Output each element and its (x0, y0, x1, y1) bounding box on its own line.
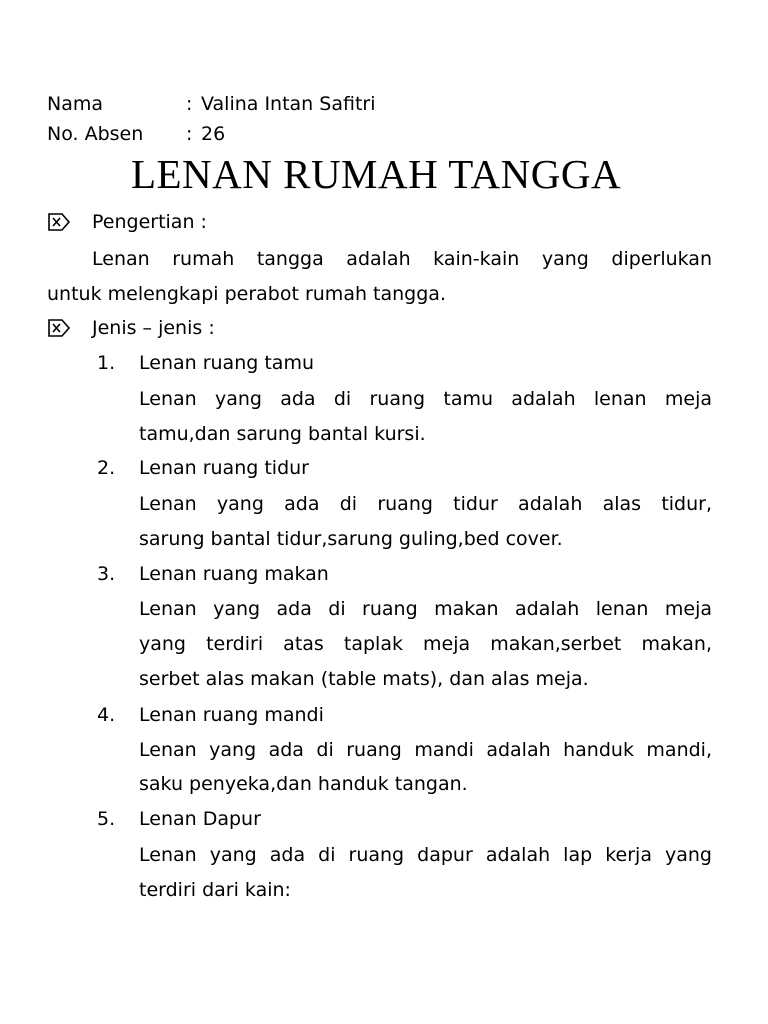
list-item-line: yang terdiri atas taplak meja makan,serbet makan, (139, 633, 712, 655)
absen-value: 26 (201, 123, 226, 145)
pengertian-line-2: untuk melengkapi perabot rumah tangga. (47, 283, 446, 305)
absen-label: No. Absen (47, 123, 144, 145)
list-item-number: 5. (97, 808, 116, 830)
list-item-line: Lenan yang ada di ruang mandi adalah handuk mandi, (139, 739, 712, 761)
pengertian-line-1: Lenan rumah tangga adalah kain-kain yang diperlukan (92, 248, 712, 270)
page-title: LENAN RUMAH TANGGA (130, 151, 622, 197)
x-box-arrow-icon (47, 211, 71, 233)
name-label: Nama (47, 93, 104, 115)
list-item-line: Lenan yang ada di ruang makan adalah lenan meja (139, 598, 712, 620)
list-item-title: Lenan ruang mandi (139, 704, 324, 726)
list-item-line: serbet alas makan (table mats), dan alas meja. (139, 668, 589, 690)
list-item-line: Lenan yang ada di ruang tidur adalah alas tidur, (139, 493, 712, 515)
list-item-number: 4. (97, 704, 116, 726)
list-item-title: Lenan ruang tidur (139, 457, 309, 479)
list-item-line: tamu,dan sarung bantal kursi. (139, 423, 426, 445)
name-value: Valina Intan Safitri (201, 93, 376, 115)
list-item-title: Lenan ruang tamu (139, 352, 314, 374)
list-item-line: Lenan yang ada di ruang tamu adalah lenan meja (139, 388, 712, 410)
jenis-heading: Jenis – jenis : (92, 317, 215, 339)
list-item-title: Lenan Dapur (139, 808, 261, 830)
pengertian-heading: Pengertian : (92, 211, 207, 233)
list-item-line: sarung bantal tidur,sarung guling,bed cover. (139, 528, 563, 550)
list-item-line: terdiri dari kain: (139, 879, 291, 901)
list-item-line: saku penyeka,dan handuk tangan. (139, 773, 468, 795)
name-separator: : (186, 93, 193, 115)
list-item-line: Lenan yang ada di ruang dapur adalah lap kerja yang (139, 844, 712, 866)
list-item-number: 3. (97, 563, 116, 585)
list-item-number: 2. (97, 457, 116, 479)
list-item-number: 1. (97, 352, 116, 374)
list-item-title: Lenan ruang makan (139, 563, 329, 585)
x-box-arrow-icon (47, 317, 71, 339)
absen-separator: : (186, 123, 193, 145)
